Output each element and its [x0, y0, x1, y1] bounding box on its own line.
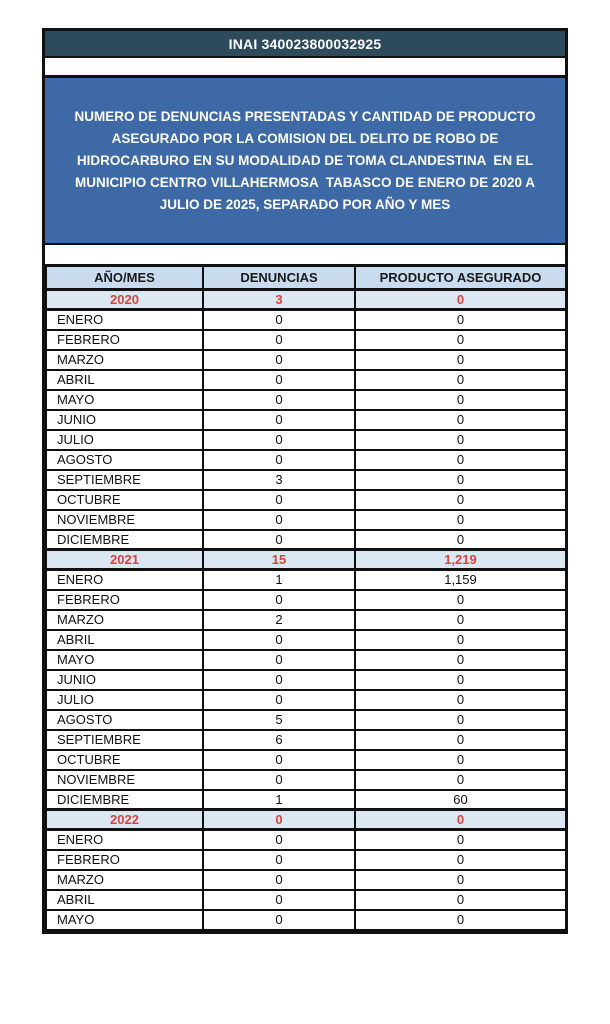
denuncias-cell: 3 — [203, 290, 355, 310]
month-row — [46, 470, 566, 490]
month-row — [46, 870, 566, 890]
denuncias-cell: 0 — [203, 590, 355, 610]
column-header-denuncias: DENUNCIAS — [203, 266, 355, 290]
denuncias-cell: 0 — [203, 530, 355, 550]
month-row — [46, 530, 566, 550]
producto-asegurado-cell: 0 — [355, 330, 566, 350]
row-label-cell: FEBRERO — [46, 850, 203, 870]
denuncias-cell: 0 — [203, 410, 355, 430]
month-row — [46, 310, 566, 330]
month-row — [46, 770, 566, 790]
row-label-cell: FEBRERO — [46, 330, 203, 350]
row-label-cell: ENERO — [46, 570, 203, 590]
denuncias-cell: 0 — [203, 890, 355, 910]
producto-asegurado-cell: 0 — [355, 630, 566, 650]
month-row — [46, 790, 566, 810]
denuncias-cell: 0 — [203, 330, 355, 350]
month-row — [46, 630, 566, 650]
producto-asegurado-cell: 60 — [355, 790, 566, 810]
month-row — [46, 350, 566, 370]
denuncias-cell: 0 — [203, 490, 355, 510]
report-document — [42, 28, 568, 934]
row-label-cell: OCTUBRE — [46, 490, 203, 510]
producto-asegurado-cell: 0 — [355, 610, 566, 630]
denuncias-cell: 0 — [203, 310, 355, 330]
producto-asegurado-cell: 0 — [355, 450, 566, 470]
row-label-cell: DICIEMBRE — [46, 790, 203, 810]
row-label-cell: DICIEMBRE — [46, 530, 203, 550]
row-label-cell: AGOSTO — [46, 710, 203, 730]
producto-asegurado-cell: 1,159 — [355, 570, 566, 590]
row-label-cell: ABRIL — [46, 370, 203, 390]
report-title: NUMERO DE DENUNCIAS PRESENTADAS Y CANTIDAD DE PRODUCTO ASEGURADO POR LA COMISION DEL DELITO DE ROBO DE HIDROCARBURO EN SU MODALIDAD DE TOMA CLANDESTINA EN EL MUNICIPIO CENTRO VILLAHERMOSA TABASCO DE ENERO DE 2020 A JULIO DE 2025, SEPARADO POR AÑO Y MES — [74, 108, 539, 212]
month-row — [46, 410, 566, 430]
producto-asegurado-cell: 0 — [355, 690, 566, 710]
denuncias-cell: 0 — [203, 510, 355, 530]
row-label-cell: FEBRERO — [46, 590, 203, 610]
row-label-cell: ABRIL — [46, 630, 203, 650]
denuncias-cell: 15 — [203, 550, 355, 570]
denuncias-cell: 0 — [203, 450, 355, 470]
producto-asegurado-cell: 0 — [355, 910, 566, 930]
month-row — [46, 690, 566, 710]
denuncias-cell: 0 — [203, 870, 355, 890]
row-label-cell: JUNIO — [46, 410, 203, 430]
denuncias-cell: 0 — [203, 370, 355, 390]
row-label-cell: OCTUBRE — [46, 750, 203, 770]
denuncias-cell: 1 — [203, 790, 355, 810]
month-row — [46, 610, 566, 630]
month-row — [46, 670, 566, 690]
row-label-cell: ENERO — [46, 830, 203, 850]
denuncias-cell: 0 — [203, 830, 355, 850]
row-label-cell: 2020 — [46, 290, 203, 310]
denuncias-cell: 0 — [203, 630, 355, 650]
table-header-row — [46, 266, 566, 290]
producto-asegurado-cell: 0 — [355, 590, 566, 610]
row-label-cell: MARZO — [46, 870, 203, 890]
row-label-cell: ENERO — [46, 310, 203, 330]
month-row — [46, 650, 566, 670]
producto-asegurado-cell: 0 — [355, 410, 566, 430]
producto-asegurado-cell: 0 — [355, 490, 566, 510]
month-row — [46, 850, 566, 870]
column-header-producto-asegurado: PRODUCTO ASEGURADO — [355, 266, 566, 290]
producto-asegurado-cell: 0 — [355, 390, 566, 410]
producto-asegurado-cell: 0 — [355, 870, 566, 890]
producto-asegurado-cell: 0 — [355, 850, 566, 870]
producto-asegurado-cell: 0 — [355, 430, 566, 450]
month-row — [46, 430, 566, 450]
producto-asegurado-cell: 0 — [355, 510, 566, 530]
denuncias-cell: 0 — [203, 690, 355, 710]
gap-row — [45, 245, 565, 264]
row-label-cell: MARZO — [46, 610, 203, 630]
denuncias-cell: 5 — [203, 710, 355, 730]
row-label-cell: AGOSTO — [46, 450, 203, 470]
row-label-cell: MAYO — [46, 650, 203, 670]
producto-asegurado-cell: 0 — [355, 530, 566, 550]
denuncias-cell: 0 — [203, 810, 355, 830]
row-label-cell: JULIO — [46, 430, 203, 450]
row-label-cell: MAYO — [46, 390, 203, 410]
producto-asegurado-cell: 0 — [355, 750, 566, 770]
row-label-cell: SEPTIEMBRE — [46, 470, 203, 490]
denuncias-cell: 0 — [203, 770, 355, 790]
producto-asegurado-cell: 0 — [355, 310, 566, 330]
row-label-cell: ABRIL — [46, 890, 203, 910]
denuncias-cell: 0 — [203, 670, 355, 690]
month-row — [46, 570, 566, 590]
producto-asegurado-cell: 0 — [355, 810, 566, 830]
month-row — [46, 510, 566, 530]
month-row — [46, 830, 566, 850]
denuncias-cell: 0 — [203, 910, 355, 930]
denuncias-cell: 3 — [203, 470, 355, 490]
producto-asegurado-cell: 0 — [355, 350, 566, 370]
empty-spacer-row — [45, 58, 565, 78]
denuncias-cell: 0 — [203, 750, 355, 770]
denuncias-cell: 2 — [203, 610, 355, 630]
denuncias-cell: 0 — [203, 650, 355, 670]
month-row — [46, 730, 566, 750]
month-row — [46, 490, 566, 510]
row-label-cell: NOVIEMBRE — [46, 770, 203, 790]
denuncias-cell: 1 — [203, 570, 355, 590]
month-row — [46, 390, 566, 410]
year-summary-row — [46, 290, 566, 310]
month-row — [46, 910, 566, 930]
denuncias-cell: 0 — [203, 390, 355, 410]
row-label-cell: JULIO — [46, 690, 203, 710]
producto-asegurado-cell: 1,219 — [355, 550, 566, 570]
month-row — [46, 370, 566, 390]
producto-asegurado-cell: 0 — [355, 730, 566, 750]
producto-asegurado-cell: 0 — [355, 710, 566, 730]
producto-asegurado-cell: 0 — [355, 290, 566, 310]
year-summary-row — [46, 810, 566, 830]
inai-folio-label: INAI 340023800032925 — [228, 35, 382, 52]
month-row — [46, 750, 566, 770]
month-row — [46, 330, 566, 350]
producto-asegurado-cell: 0 — [355, 650, 566, 670]
month-row — [46, 450, 566, 470]
row-label-cell: MARZO — [46, 350, 203, 370]
producto-asegurado-cell: 0 — [355, 770, 566, 790]
row-label-cell: NOVIEMBRE — [46, 510, 203, 530]
month-row — [46, 710, 566, 730]
row-label-cell: 2022 — [46, 810, 203, 830]
row-label-cell: SEPTIEMBRE — [46, 730, 203, 750]
producto-asegurado-cell: 0 — [355, 890, 566, 910]
denuncias-cell: 0 — [203, 850, 355, 870]
producto-asegurado-cell: 0 — [355, 370, 566, 390]
month-row — [46, 890, 566, 910]
inai-header-band — [45, 31, 565, 58]
row-label-cell: MAYO — [46, 910, 203, 930]
report-title-block — [45, 78, 565, 245]
denuncias-cell: 0 — [203, 350, 355, 370]
row-label-cell: 2021 — [46, 550, 203, 570]
producto-asegurado-cell: 0 — [355, 470, 566, 490]
denuncias-cell: 0 — [203, 430, 355, 450]
denuncias-table — [45, 264, 567, 931]
month-row — [46, 590, 566, 610]
column-header-anio-mes: AÑO/MES — [46, 266, 203, 290]
producto-asegurado-cell: 0 — [355, 670, 566, 690]
year-summary-row — [46, 550, 566, 570]
row-label-cell: JUNIO — [46, 670, 203, 690]
producto-asegurado-cell: 0 — [355, 830, 566, 850]
denuncias-cell: 6 — [203, 730, 355, 750]
